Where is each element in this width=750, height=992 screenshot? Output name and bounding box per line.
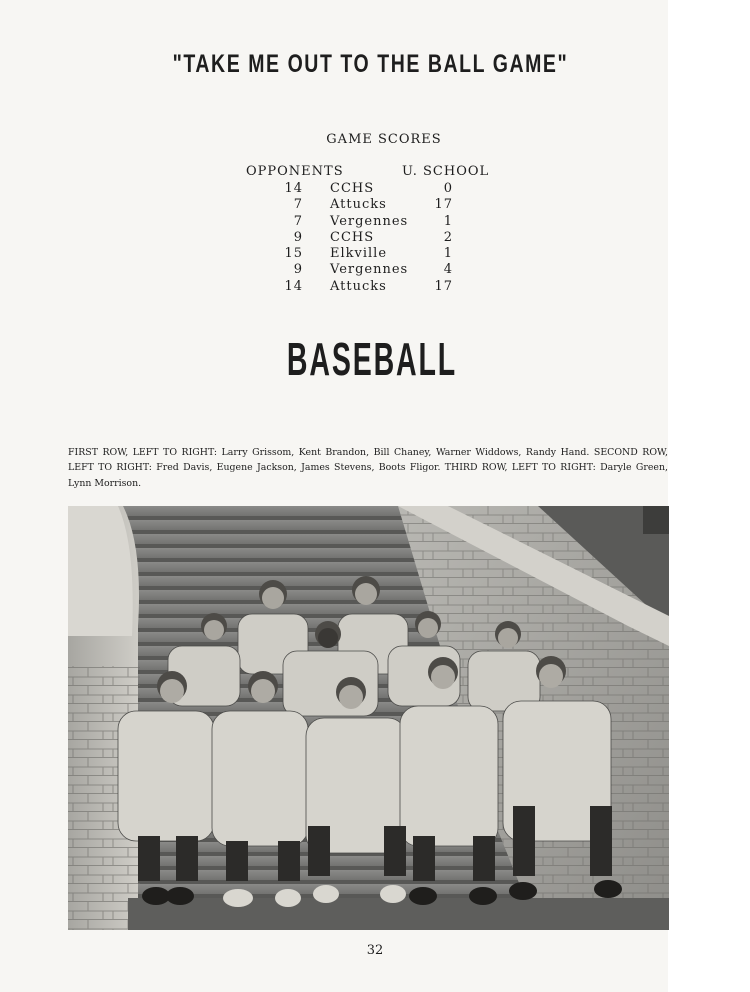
school-score: 1: [443, 246, 453, 262]
page-heading: "TAKE ME OUT TO THE BALL GAME": [172, 50, 569, 78]
opponent-name: Attucks: [330, 278, 387, 294]
school-score: 2: [443, 229, 453, 245]
school-header: U. SCHOOL: [402, 164, 490, 179]
opponent-name: Attucks: [330, 197, 387, 213]
team-photo: [68, 506, 669, 930]
school-score: 1: [443, 213, 453, 229]
opponent-score: 7: [293, 213, 303, 229]
opponent-name: Vergennes: [330, 262, 409, 278]
opponent-name: CCHS: [330, 181, 375, 196]
photo-caption: FIRST ROW, LEFT TO RIGHT: Larry Grissom, Kent Brandon, Bill Chaney, Warner Widdows, Randy Hand. SECOND ROW, LEFT TO RIGHT: Fred Davis, Eugene Jackson, James Stevens, Boots Fligor. THIRD ROW, LEFT TO RIGHT: Daryle Green, Lynn Morrison.: [68, 447, 668, 489]
opponent-score: 14: [284, 181, 303, 196]
page-number: 32: [366, 943, 384, 958]
scores-title: GAME SCORES: [326, 132, 442, 147]
school-score: 0: [443, 181, 453, 196]
opponent-score: 14: [284, 278, 303, 294]
opponent-name: Vergennes: [330, 213, 409, 229]
opponent-score: 7: [293, 197, 303, 213]
opponent-score: 9: [293, 262, 303, 278]
school-score: 4: [443, 262, 453, 278]
opponent-name: Elkville: [330, 246, 388, 262]
school-score: 17: [434, 197, 453, 213]
opponent-name: CCHS: [330, 229, 375, 245]
school-score: 17: [434, 278, 453, 294]
opponents-header: OPPONENTS: [246, 164, 344, 179]
opponent-score: 9: [293, 229, 303, 245]
opponent-score: 15: [284, 246, 303, 262]
section-title: BASEBALL: [286, 333, 458, 385]
